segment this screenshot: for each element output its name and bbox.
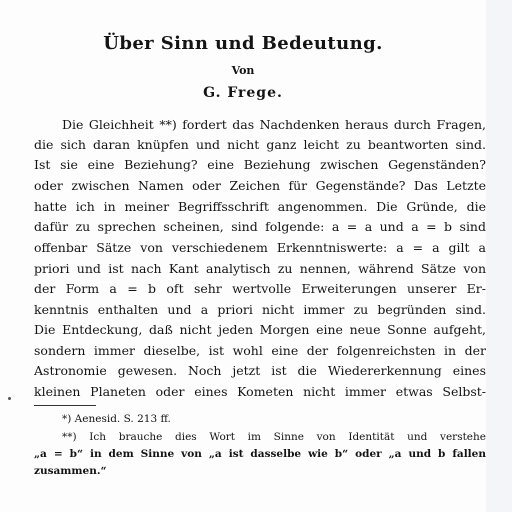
footnote-2-line: zusammen.“ — [34, 465, 107, 477]
author-name: G. Frege. — [203, 85, 283, 101]
body-line: oder zwischen Namen oder Zeichen für Gegenstände? Das Letzte — [34, 178, 486, 193]
body-line: kenntnis enthalten und a priori nicht immer zu begründen sind. — [34, 302, 486, 317]
body-line: Astronomie gewesen. Noch jetzt ist die Wiedererkennung eines — [34, 363, 486, 378]
body-line: kleinen Planeten oder eines Kometen nicht immer etwas Selbst- — [34, 384, 486, 399]
footnote-1: *) Aenesid. S. 213 ff. — [62, 413, 171, 425]
byline: Von — [231, 64, 255, 77]
body-line: die sich daran knüpfen und nicht ganz leicht zu beantworten sind. — [34, 137, 486, 152]
body-line: dafür zu sprechen scheinen, sind folgende: a = a und a = b sind — [34, 219, 486, 234]
print-speck — [8, 397, 11, 400]
footnote-2-line: „a = b“ in dem Sinne von „a ist dasselbe wie b“ oder „a und b fallen — [34, 448, 486, 460]
body-line: sondern immer dieselbe, ist wohl eine der folgenreichsten in der — [34, 343, 486, 358]
article-title: Über Sinn und Bedeutung. — [103, 33, 383, 54]
body-line: offenbar Sätze von verschiedenem Erkenntniswerte: a = a gilt a — [34, 240, 486, 255]
body-line: der Form a = b oft sehr wertvolle Erweiterungen unserer Er- — [34, 281, 486, 296]
footnote-2-line: **) Ich brauche dies Wort im Sinne von Identität und verstehe — [62, 431, 486, 443]
body-line: Die Entdeckung, daß nicht jeden Morgen eine neue Sonne aufgeht, — [34, 322, 486, 337]
body-line: hatte ich in meiner Begriffsschrift angenommen. Die Gründe, die — [34, 199, 486, 214]
body-line: priori und ist nach Kant analytisch zu nennen, während Sätze von — [34, 261, 486, 276]
body-line: Ist sie eine Beziehung? eine Beziehung zwischen Gegenständen? — [34, 157, 486, 172]
footnote-rule — [34, 405, 96, 406]
body-line: Die Gleichheit **) fordert das Nachdenken heraus durch Fragen, — [62, 117, 486, 132]
